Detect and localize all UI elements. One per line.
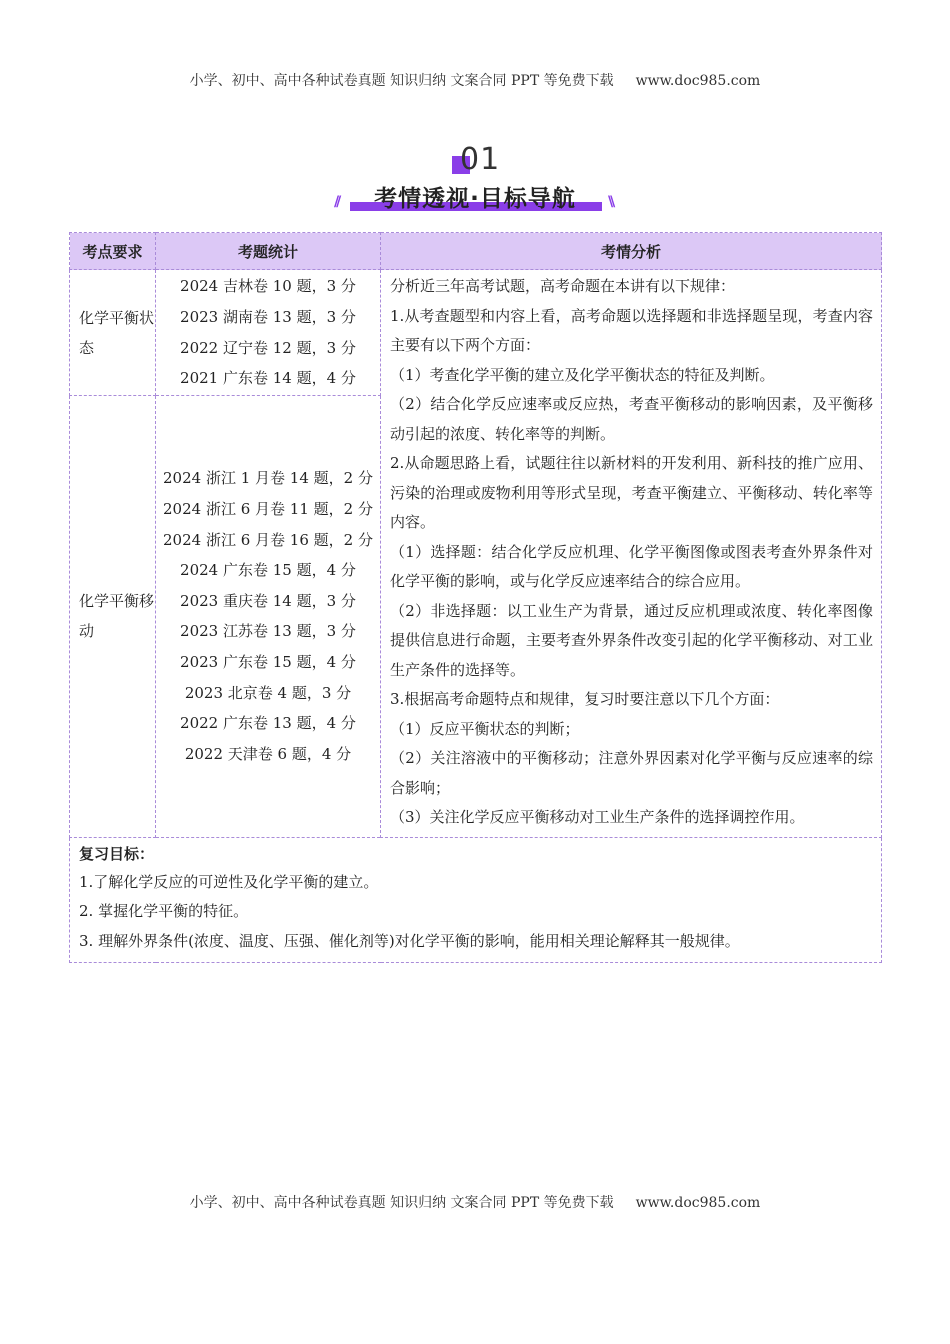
stats-cell	[156, 396, 381, 837]
goal-item: 3. 理解外界条件(浓度、温度、压强、催化剂等)对化学平衡的影响，能用相关理论解释其一般规律。	[79, 931, 740, 950]
analysis-line: （1）考查化学平衡的建立及化学平衡状态的特征及判断。	[390, 365, 775, 384]
analysis-line: （1）反应平衡状态的判断；	[390, 719, 580, 738]
stat-item: 2021 广东卷 14 题，4 分	[180, 369, 356, 388]
stat-item: 2024 浙江 1 月卷 14 题，2 分	[163, 469, 373, 488]
header-cell-statistics: 考题统计	[156, 233, 381, 270]
exam-analysis-table	[69, 232, 882, 963]
analysis-line: 2.从命题思路上看，试题往往以新材料的开发利用、新科技的推广应用、污染的治理或废物利用等形式呈现，考查平衡建立、平衡移动、转化率等内容。	[390, 454, 873, 531]
goals-title: 复习目标：	[79, 844, 155, 863]
goals-row	[70, 837, 882, 963]
category-cell: 化学平衡移动	[70, 396, 156, 837]
header-url[interactable]: www.doc985.com	[635, 73, 761, 89]
category-cell: 化学平衡状态	[70, 270, 156, 396]
header-cell-analysis: 考情分析	[381, 233, 882, 270]
slash-right-decoration: \\	[608, 194, 613, 210]
footer-url[interactable]: www.doc985.com	[635, 1195, 761, 1211]
table-row	[70, 270, 882, 396]
stat-item: 2024 浙江 6 月卷 11 题，2 分	[163, 500, 373, 519]
section-number-block	[452, 142, 512, 178]
page-footer	[0, 1192, 950, 1212]
header-text: 小学、初中、高中各种试卷真题 知识归纳 文案合同 PPT 等免费下载	[189, 73, 614, 89]
analysis-line: （3）关注化学反应平衡移动对工业生产条件的选择调控作用。	[390, 808, 805, 826]
table-header-row	[70, 233, 882, 270]
section-heading	[0, 140, 950, 215]
section-title: 考情透视·目标导航	[374, 186, 576, 212]
stat-item: 2022 天津卷 6 题，4 分	[184, 744, 352, 763]
analysis-cell	[381, 270, 882, 838]
analysis-line: 分析近三年高考试题，高考命题在本讲有以下规律：	[390, 277, 736, 295]
stat-item: 2024 浙江 6 月卷 16 题，2 分	[163, 530, 373, 549]
analysis-line: （2）结合化学反应速率或反应热，考查平衡移动的影响因素，及平衡移动引起的浓度、转化率等的判断。	[390, 395, 873, 443]
footer-text: 小学、初中、高中各种试卷真题 知识归纳 文案合同 PPT 等免费下载	[189, 1195, 614, 1211]
stat-item: 2023 广东卷 15 题，4 分	[180, 652, 356, 671]
analysis-line: （2）非选择题：以工业生产为背景，通过反应机理或浓度、转化率图像提供信息进行命题，主要考查外界条件改变引起的化学平衡移动、对工业生产条件的选择等。	[390, 601, 873, 679]
page-header	[0, 70, 950, 90]
stat-item: 2022 广东卷 13 题，4 分	[180, 714, 356, 733]
stat-item: 2023 湖南卷 13 题，3 分	[180, 308, 356, 327]
goal-item: 1.了解化学反应的可逆性及化学平衡的建立。	[79, 872, 379, 891]
stat-item: 2024 广东卷 15 题，4 分	[180, 561, 356, 580]
goal-item: 2. 掌握化学平衡的特征。	[79, 902, 249, 920]
stat-item: 2022 辽宁卷 12 题，3 分	[180, 338, 356, 357]
stats-cell	[156, 270, 381, 396]
analysis-line: 1.从考查题型和内容上看，高考命题以选择题和非选择题呈现，考查内容主要有以下两个方面：	[390, 306, 873, 354]
stat-item: 2023 北京卷 4 题，3 分	[184, 683, 352, 702]
goals-cell	[70, 837, 882, 963]
analysis-line: （1）选择题：结合化学反应机理、化学平衡图像或图表考查外界条件对化学平衡的影响，或与化学反应速率结合的综合应用。	[390, 542, 873, 590]
header-cell-requirement: 考点要求	[70, 233, 156, 270]
slash-left-decoration: //	[334, 194, 339, 210]
section-number: 01	[460, 142, 501, 177]
analysis-line: （2）关注溶液中的平衡移动；注意外界因素对化学平衡与反应速率的综合影响；	[390, 749, 873, 797]
stat-item: 2023 重庆卷 14 题，3 分	[180, 591, 356, 610]
stat-item: 2024 吉林卷 10 题，3 分	[180, 277, 356, 296]
analysis-line: 3.根据高考命题特点和规律，复习时要注意以下几个方面：	[390, 690, 780, 708]
stat-item: 2023 江苏卷 13 题，3 分	[180, 622, 356, 641]
